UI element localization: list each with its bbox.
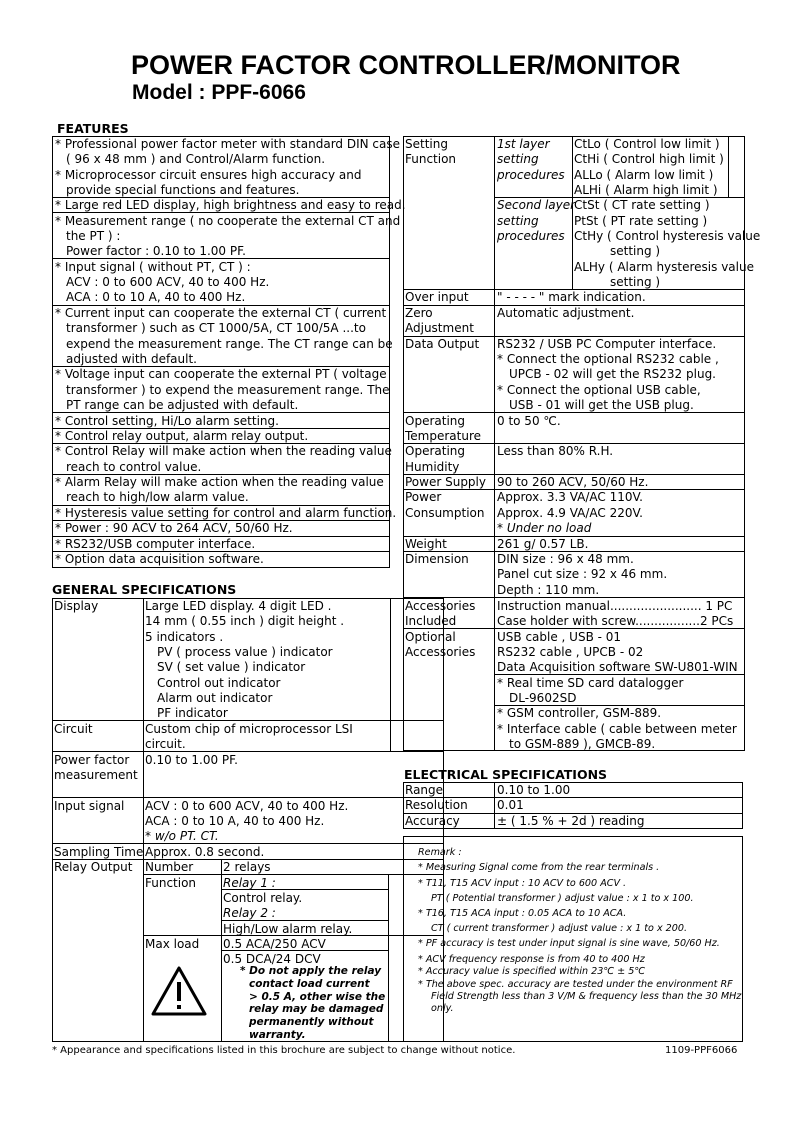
feature-line: * Option data acquisition software. — [55, 552, 264, 566]
feature-line: transformer ) such as CT 1000/5A, CT 100/5A ...to — [66, 321, 366, 335]
ophum-label: Humidity — [405, 460, 460, 474]
dimension-label: Dimension — [405, 552, 469, 566]
accuracy-value: ± ( 1.5 % + 2d ) reading — [497, 814, 645, 828]
pf-label: Power factor — [54, 753, 130, 767]
display-value: SV ( set value ) indicator — [157, 660, 306, 674]
relay1-desc: Control relay. — [223, 891, 303, 905]
optional-label: Accessories — [405, 645, 476, 659]
feature-line: * Microprocessor circuit ensures high accuracy and — [55, 168, 362, 182]
layer2-item: setting ) — [610, 275, 661, 289]
display-value: PV ( process value ) indicator — [157, 645, 333, 659]
feature-line: * Alarm Relay will make action when the reading value — [55, 475, 384, 489]
optional-gsm: to GSM-889 ), GMCB-89. — [509, 737, 656, 751]
dataout-value: UPCB - 02 will get the RS232 plug. — [509, 367, 716, 381]
optemp-value: 0 to 50 ℃. — [497, 414, 561, 428]
relay-label: Relay Output — [54, 860, 133, 874]
feature-line: * Measurement range ( no cooperate the external CT and — [55, 214, 401, 228]
layer2-item: PtSt ( PT rate setting ) — [574, 214, 708, 228]
feature-line: ACA : 0 to 10 A, 40 to 400 Hz. — [66, 290, 246, 304]
load-value: 0.5 ACA/250 ACV — [223, 937, 326, 951]
resolution-label: Resolution — [405, 798, 468, 812]
display-value: Alarm out indicator — [157, 691, 273, 705]
weight-label: Weight — [405, 537, 447, 551]
optional-sd: DL-9602SD — [509, 691, 577, 705]
relay-number-value: 2 relays — [223, 860, 271, 874]
layer2-item: CtSt ( CT rate setting ) — [574, 198, 710, 212]
general-spec-heading: GENERAL SPECIFICATIONS — [52, 582, 237, 597]
range-label: Range — [405, 783, 444, 797]
relay2-label: Relay 2 : — [223, 906, 276, 920]
overinput-value: " - - - - " mark indication. — [497, 290, 646, 304]
document-code: 1109-PPF6066 — [665, 1045, 738, 1056]
accessories-value: Instruction manual........................ 1 PC — [497, 599, 733, 613]
optemp-label: Temperature — [405, 429, 482, 443]
feature-line: * Voltage input can cooperate the external PT ( voltage — [55, 367, 387, 381]
consumption-label: Power — [405, 490, 442, 504]
ophum-value: Less than 80% R.H. — [497, 444, 614, 458]
circuit-value: circuit. — [145, 737, 186, 751]
relay-warning: warranty. — [249, 1029, 306, 1041]
consumption-value: Approx. 4.9 VA/AC 220V. — [497, 506, 643, 520]
layer1-label: 1st layer — [497, 137, 550, 151]
feature-line: * Control Relay will make action when the reading value — [55, 444, 392, 458]
accessories-value: Case holder with screw.................2 PCs — [497, 614, 734, 628]
feature-line: ACV : 0 to 600 ACV, 40 to 400 Hz. — [66, 275, 270, 289]
remark-line: CT ( current transformer ) adjust value : x 1 to x 200. — [431, 923, 688, 934]
feature-line: * Current input can cooperate the external CT ( current — [55, 306, 387, 320]
sampling-value: Approx. 0.8 second. — [145, 845, 265, 859]
remark-line: * T11, T15 ACV input : 10 ACV to 600 ACV . — [418, 878, 627, 889]
zero-value: Automatic adjustment. — [497, 306, 635, 320]
remark-line: PT ( Potential transformer ) adjust value : x 1 to x 100. — [431, 893, 694, 904]
feature-line: * RS232/USB computer interface. — [55, 537, 256, 551]
optional-gsm: * GSM controller, GSM-889. — [497, 706, 662, 720]
feature-line: * Hysteresis value setting for control and alarm function. — [55, 506, 397, 520]
relay2-desc: High/Low alarm relay. — [223, 922, 353, 936]
feature-line: * Large red LED display, high brightness and easy to read. — [55, 198, 406, 212]
display-value: 14 mm ( 0.55 inch ) digit height . — [145, 614, 345, 628]
layer2-item: CtHy ( Control hysteresis value — [574, 229, 761, 243]
optional-gsm: * Interface cable ( cable between meter — [497, 722, 737, 736]
ophum-label: Operating — [405, 444, 465, 458]
layer1-item: CtHi ( Control high limit ) — [574, 152, 724, 166]
model-number: Model : PPF-6066 — [132, 81, 306, 104]
overinput-label: Over input — [405, 290, 469, 304]
dataout-value: RS232 / USB PC Computer interface. — [497, 337, 717, 351]
layer2-label: Second layer — [497, 198, 576, 212]
dimension-value: Panel cut size : 92 x 46 mm. — [497, 567, 668, 581]
input-label: Input signal — [54, 799, 125, 813]
feature-line: reach to high/low alarm value. — [66, 490, 249, 504]
layer1-label: setting — [497, 152, 539, 166]
dataout-value: * Connect the optional RS232 cable , — [497, 352, 719, 366]
relay-warning: permanently without — [249, 1016, 374, 1028]
load-value: 0.5 DCA/24 DCV — [223, 952, 321, 966]
features-heading: FEATURES — [57, 121, 129, 136]
warning-icon — [151, 966, 207, 1016]
input-value: ACA : 0 to 10 A, 40 to 400 Hz. — [145, 814, 325, 828]
circuit-label: Circuit — [54, 722, 93, 736]
relay-warning: * Do not apply the relay — [240, 965, 382, 977]
remark-line: * Accuracy value is specified within 23℃ ± 5℃ — [418, 966, 646, 977]
layer2-label: procedures — [497, 229, 565, 243]
layer1-item: CtLo ( Control low limit ) — [574, 137, 720, 151]
optional-label: Optional — [405, 630, 456, 644]
remark-title: Remark : — [418, 847, 462, 858]
layer1-label: procedures — [497, 168, 565, 182]
optional-value: RS232 cable , UPCB - 02 — [497, 645, 644, 659]
dimension-value: DIN size : 96 x 48 mm. — [497, 552, 634, 566]
relay-warning: relay may be damaged — [249, 1003, 384, 1015]
weight-value: 261 g/ 0.57 LB. — [497, 537, 589, 551]
feature-line: the PT ) : — [66, 229, 121, 243]
pf-label: measurement — [54, 768, 138, 782]
relay1-label: Relay 1 : — [223, 876, 276, 890]
remark-line: only. — [431, 1003, 454, 1014]
sampling-label: Sampling Time — [54, 845, 144, 859]
relay-warning: contact load current — [249, 978, 370, 990]
display-value: PF indicator — [157, 706, 228, 720]
remark-line: * ACV frequency response is from 40 to 400 Hz — [418, 954, 645, 965]
display-value: 5 indicators . — [145, 630, 224, 644]
feature-line: ( 96 x 48 mm ) and Control/Alarm function. — [66, 152, 326, 166]
circuit-value: Custom chip of microprocessor LSI — [145, 722, 353, 736]
maxload-label: Max load — [145, 937, 200, 951]
accessories-label: Accessories — [405, 599, 476, 613]
remark-line: * T16, T15 ACA input : 0.05 ACA to 10 ACA. — [418, 908, 627, 919]
display-label: Display — [54, 599, 99, 613]
feature-line: transformer ) to expend the measurement range. The — [66, 383, 390, 397]
feature-line: * Input signal ( without PT, CT ) : — [55, 260, 251, 274]
setting-label: Function — [405, 152, 457, 166]
page-title: POWER FACTOR CONTROLLER/MONITOR — [131, 50, 681, 80]
dataout-value: USB - 01 will get the USB plug. — [509, 398, 694, 412]
supply-value: 90 to 260 ACV, 50/60 Hz. — [497, 475, 649, 489]
layer1-item: ALHi ( Alarm high limit ) — [574, 183, 718, 197]
zero-label: Zero — [405, 306, 433, 320]
consumption-label: Consumption — [405, 506, 485, 520]
electrical-heading: ELECTRICAL SPECIFICATIONS — [404, 767, 608, 782]
feature-line: * Power : 90 ACV to 264 ACV, 50/60 Hz. — [55, 521, 293, 535]
feature-line: * Control setting, Hi/Lo alarm setting. — [55, 414, 279, 428]
optional-sd: * Real time SD card datalogger — [497, 676, 684, 690]
accessories-label: Included — [405, 614, 457, 628]
remark-line: * The above spec. accuracy are tested under the environment RF — [418, 979, 733, 990]
relay-warning: > 0.5 A, other wise the — [249, 991, 386, 1003]
dataout-label: Data Output — [405, 337, 480, 351]
layer2-item: ALHy ( Alarm hysteresis value — [574, 260, 754, 274]
footer-note: * Appearance and specifications listed in this brochure are subject to change without notice. — [52, 1045, 516, 1056]
pf-value: 0.10 to 1.00 PF. — [145, 753, 238, 767]
feature-line: PT range can be adjusted with default. — [66, 398, 299, 412]
feature-line: * Control relay output, alarm relay output. — [55, 429, 309, 443]
input-value: ACV : 0 to 600 ACV, 40 to 400 Hz. — [145, 799, 349, 813]
display-value: Control out indicator — [157, 676, 281, 690]
display-value: Large LED display. 4 digit LED . — [145, 599, 332, 613]
feature-line: expend the measurement range. The CT range can be — [66, 337, 393, 351]
layer2-item: setting ) — [610, 244, 661, 258]
input-note: * w/o PT. CT. — [145, 829, 219, 843]
feature-line: Power factor : 0.10 to 1.00 PF. — [66, 244, 246, 258]
resolution-value: 0.01 — [497, 798, 524, 812]
remark-line: Field Strength less than 3 V/M & frequency less than the 30 MHz — [431, 991, 742, 1002]
feature-line: provide special functions and features. — [66, 183, 300, 197]
relay-number-label: Number — [145, 860, 194, 874]
remark-line: * PF accuracy is test under input signal is sine wave, 50/60 Hz. — [418, 938, 720, 949]
dimension-value: Depth : 110 mm. — [497, 583, 600, 597]
feature-line: reach to control value. — [66, 460, 202, 474]
range-value: 0.10 to 1.00 — [497, 783, 571, 797]
feature-line: * Professional power factor meter with standard DIN case — [55, 137, 400, 151]
setting-label: Setting — [405, 137, 448, 151]
dataout-value: * Connect the optional USB cable, — [497, 383, 701, 397]
layer1-item: ALLo ( Alarm low limit ) — [574, 168, 714, 182]
optional-value: USB cable , USB - 01 — [497, 630, 622, 644]
consumption-note: * Under no load — [497, 521, 592, 535]
feature-line: adjusted with default. — [66, 352, 197, 366]
layer2-label: setting — [497, 214, 539, 228]
relay-function-label: Function — [145, 876, 197, 890]
consumption-value: Approx. 3.3 VA/AC 110V. — [497, 490, 643, 504]
zero-label: Adjustment — [405, 321, 474, 335]
optional-value: Data Acquisition software SW-U801-WIN — [497, 660, 738, 674]
remark-line: * Measuring Signal come from the rear terminals . — [418, 862, 660, 873]
supply-label: Power Supply — [405, 475, 486, 489]
accuracy-label: Accuracy — [405, 814, 460, 828]
optemp-label: Operating — [405, 414, 465, 428]
